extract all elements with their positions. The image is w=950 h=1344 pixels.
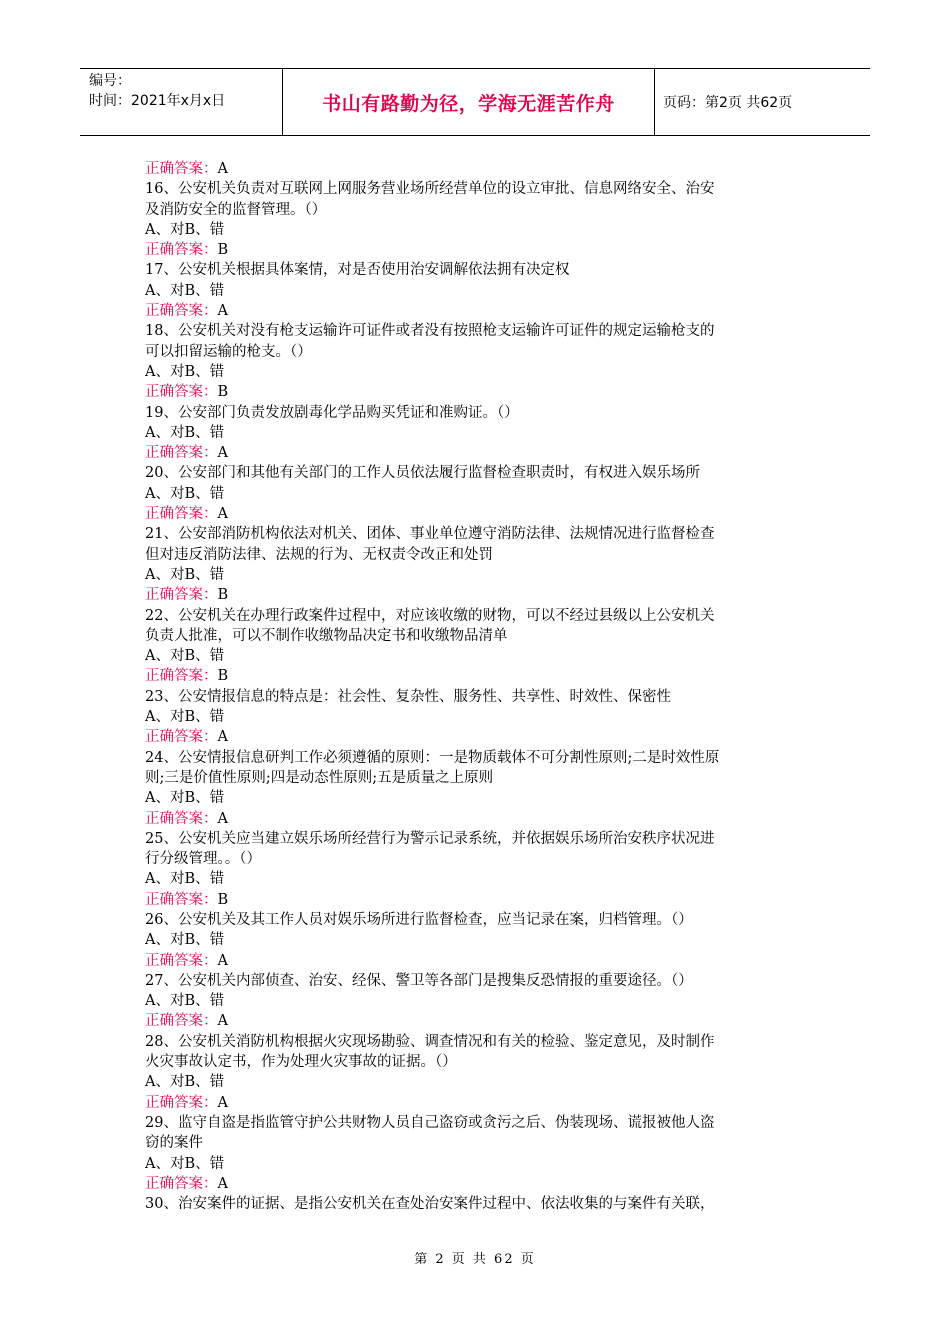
answer-value: A [217, 1013, 228, 1030]
answer-value: A [217, 952, 228, 969]
answer-value: A [217, 729, 228, 746]
answer-line [145, 443, 810, 463]
page-header [80, 68, 870, 136]
question-text-line: 18、公安机关对没有枪支运输许可证件或者没有按照枪支运输许可证件的规定运输枪支的 [145, 323, 715, 340]
answer-line [145, 1174, 810, 1194]
time-label: 时间：2021年x月x日 [89, 93, 226, 109]
header-meta [80, 69, 282, 135]
answer-line [145, 1011, 810, 1031]
answer-label: 正确答案： [145, 891, 218, 908]
answer-line [145, 727, 810, 747]
answer-line [145, 951, 810, 971]
answer-label: 正确答案： [145, 445, 218, 462]
answer-label: 正确答案： [145, 242, 218, 259]
question-text-line: 21、公安部消防机构依法对机关、团体、事业单位遵守消防法律、法规情况进行监督检查 [145, 526, 715, 543]
question-text-line: 27、公安机关内部侦查、治安、经保、警卫等各部门是搜集反恐情报的重要途径。（） [145, 972, 693, 989]
options-line: A、对B、错 [145, 1074, 225, 1091]
question-text-line: 17、公安机关根据具体案情，对是否使用治安调解依法拥有决定权 [145, 262, 570, 279]
answer-value: A [217, 445, 228, 462]
options-line: A、对B、错 [145, 424, 225, 441]
options-line: A、对B、错 [145, 485, 225, 502]
answer-label: 正确答案： [145, 1094, 218, 1111]
options-line: A、对B、错 [145, 932, 225, 949]
answer-label: 正确答案： [145, 952, 218, 969]
question-text-line: 28、公安机关消防机构根据火灾现场勘验、调查情况和有关的检验、鉴定意见，及时制作 [145, 1033, 715, 1050]
options-line: A、对B、错 [145, 363, 225, 380]
answer-value: A [217, 1175, 228, 1192]
answer-value: B [217, 668, 229, 685]
answer-value: A [217, 810, 228, 827]
answer-line [145, 890, 810, 910]
question-text-line: 负责人批准，可以不制作收缴物品决定书和收缴物品清单 [145, 627, 508, 644]
answer-value: A [217, 506, 228, 523]
answer-value: A [217, 161, 228, 177]
answer-value: A [217, 303, 228, 320]
header-motto: 书山有路勤为径，学海无涯苦作舟 [282, 69, 655, 135]
answer-label: 正确答案： [145, 668, 218, 685]
question-list [145, 159, 810, 1214]
answer-line [145, 504, 810, 524]
question-text-line: 24、公安情报信息研判工作必须遵循的原则：一是物质载体不可分割性原则;二是时效性原 [145, 749, 720, 766]
question-text-line: 火灾事故认定书，作为处理火灾事故的证据。（） [145, 1054, 457, 1071]
answer-line [145, 240, 810, 260]
answer-label: 正确答案： [145, 303, 218, 320]
answer-line [145, 585, 810, 605]
question-text-line: 16、公安机关负责对互联网上网服务营业场所经营单位的设立审批、信息网络安全、治安 [145, 181, 715, 198]
question-text-line: 25、公安机关应当建立娱乐场所经营行为警示记录系统，并依据娱乐场所治安秩序状况进 [145, 830, 715, 847]
options-line: A、对B、错 [145, 709, 225, 726]
question-text-line: 22、公安机关在办理行政案件过程中，对应该收缴的财物，可以不经过县级以上公安机关 [145, 607, 715, 624]
answer-label: 正确答案： [145, 587, 218, 604]
question-text-line: 23、公安情报信息的特点是：社会性、复杂性、服务性、共享性、时效性、保密性 [145, 688, 671, 705]
answer-value: B [217, 384, 229, 401]
answer-value: B [217, 587, 229, 604]
answer-label: 正确答案： [145, 729, 218, 746]
answer-line [145, 809, 810, 829]
question-text-line: 行分级管理。。（） [145, 851, 261, 868]
question-text-line: 及消防安全的监督管理。（） [145, 201, 327, 218]
answer-label: 正确答案： [145, 1175, 218, 1192]
answer-label: 正确答案： [145, 506, 218, 523]
answer-label: 正确答案： [145, 810, 218, 827]
question-text-line: 可以扣留运输的枪支。（） [145, 343, 312, 360]
answer-line [145, 301, 810, 321]
answer-line [145, 1093, 810, 1113]
answer-line [145, 382, 810, 402]
answer-label: 正确答案： [145, 1013, 218, 1030]
header-page-info: 页码：第2页 共62页 [663, 95, 793, 111]
options-line: A、对B、错 [145, 221, 225, 238]
answer-value: B [217, 891, 229, 908]
answer-value: B [217, 242, 229, 259]
question-text-line: 则;三是价值性原则;四是动态性原则;五是质量之上原则 [145, 769, 494, 786]
question-text-line: 19、公安部门负责发放剧毒化学品购买凭证和准购证。（） [145, 404, 519, 421]
question-text-line: 窃的案件 [145, 1135, 203, 1152]
options-line: A、对B、错 [145, 282, 225, 299]
page-footer: 第 2 页 共 62 页 [414, 1252, 536, 1267]
answer-line [145, 159, 810, 179]
question-text-line: 26、公安机关及其工作人员对娱乐场所进行监督检查，应当记录在案，归档管理。（） [145, 911, 693, 928]
answer-value: A [217, 1094, 228, 1111]
answer-line [145, 666, 810, 686]
options-line: A、对B、错 [145, 1155, 225, 1172]
question-text-line: 30、治安案件的证据、是指公安机关在查处治安案件过程中、依法收集的与案件有关联， [145, 1196, 715, 1213]
question-text-line: 29、监守自盗是指监管守护公共财物人员自己盗窃或贪污之后、伪装现场、谎报被他人盗 [145, 1114, 715, 1131]
options-line: A、对B、错 [145, 648, 225, 665]
options-line: A、对B、错 [145, 566, 225, 583]
options-line: A、对B、错 [145, 790, 225, 807]
options-line: A、对B、错 [145, 871, 225, 888]
number-label: 编号： [89, 73, 131, 89]
answer-label: 正确答案： [145, 161, 218, 177]
options-line: A、对B、错 [145, 993, 225, 1010]
answer-label: 正确答案： [145, 384, 218, 401]
question-text-line: 但对违反消防法律、法规的行为、无权责令改正和处罚 [145, 546, 493, 563]
question-text-line: 20、公安部门和其他有关部门的工作人员依法履行监督检查职责时，有权进入娱乐场所 [145, 465, 700, 482]
